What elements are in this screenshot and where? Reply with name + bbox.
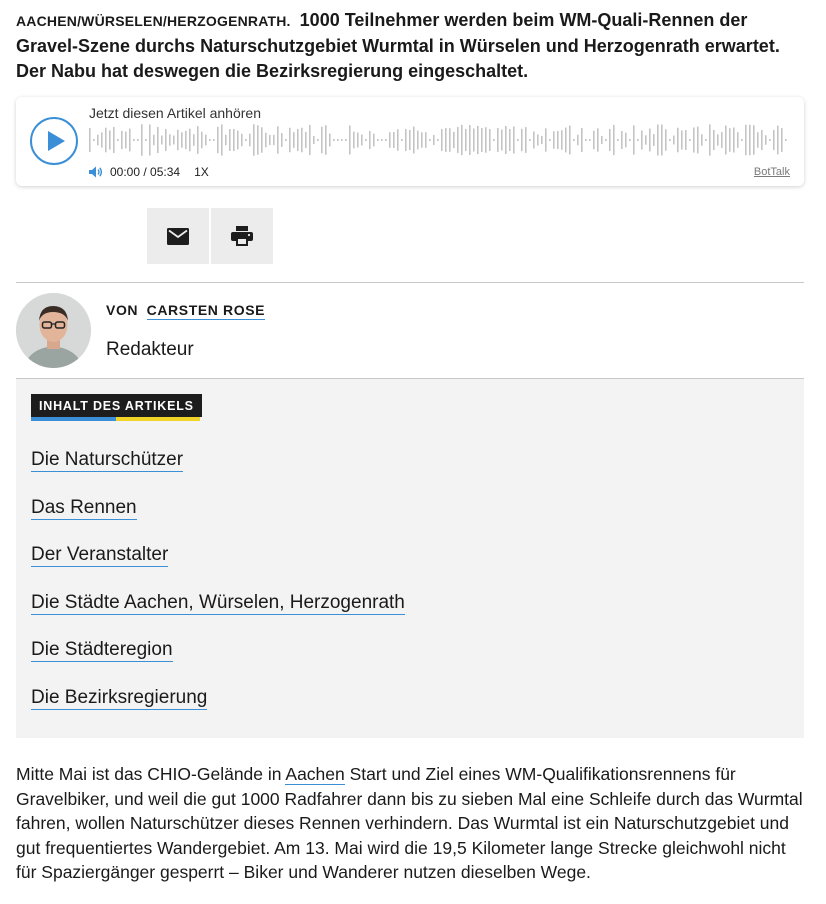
waveform-bar bbox=[453, 132, 455, 148]
waveform-bar bbox=[609, 129, 611, 151]
waveform-bar bbox=[101, 132, 103, 147]
waveform-bar bbox=[725, 126, 727, 155]
waveform-bar bbox=[105, 128, 107, 153]
author-name-link[interactable]: CARSTEN ROSE bbox=[146, 302, 266, 318]
waveform-bar bbox=[705, 139, 707, 141]
waveform-bar bbox=[281, 133, 283, 147]
waveform-bar bbox=[757, 132, 759, 148]
waveform-bar bbox=[337, 139, 339, 141]
waveform-bar bbox=[445, 128, 447, 152]
waveform-bar bbox=[397, 129, 399, 150]
waveform-bar bbox=[201, 132, 203, 148]
waveform-bar bbox=[585, 139, 587, 141]
list-item bbox=[31, 639, 405, 687]
waveform-bar bbox=[449, 128, 451, 152]
waveform-bar bbox=[269, 135, 271, 145]
waveform-bar bbox=[429, 139, 431, 141]
audio-player bbox=[16, 97, 804, 186]
waveform-bar bbox=[89, 128, 91, 152]
waveform-bar bbox=[613, 125, 615, 155]
waveform-bar bbox=[213, 139, 215, 141]
waveform-bar bbox=[617, 139, 619, 141]
waveform-bar bbox=[653, 134, 655, 146]
toc-link-naturschuetzer[interactable]: Die Naturschützer bbox=[31, 449, 184, 470]
waveform-bar bbox=[437, 139, 439, 141]
waveform-bar bbox=[641, 130, 643, 149]
waveform-bar bbox=[189, 129, 191, 151]
waveform-bar bbox=[761, 130, 763, 150]
waveform-bar bbox=[385, 139, 387, 141]
waveform-bar bbox=[309, 125, 311, 155]
list-item bbox=[31, 497, 405, 545]
waveform-bar bbox=[377, 139, 379, 141]
waveform-bar bbox=[285, 139, 287, 141]
waveform-bar bbox=[329, 134, 331, 147]
waveform-bar bbox=[737, 132, 739, 148]
play-icon bbox=[46, 130, 66, 152]
waveform-bar bbox=[637, 139, 639, 141]
waveform-bar bbox=[169, 134, 171, 145]
waveform-bar bbox=[373, 134, 375, 147]
waveform-bar bbox=[629, 139, 631, 141]
waveform-bar bbox=[405, 129, 407, 151]
waveform-bar bbox=[141, 124, 143, 155]
waveform-bar bbox=[245, 139, 247, 141]
waveform-bar bbox=[353, 132, 355, 149]
waveform-bar bbox=[317, 139, 319, 141]
playback-speed-button[interactable]: 1X bbox=[194, 165, 209, 179]
waveform-bar bbox=[465, 129, 467, 151]
waveform-bar bbox=[709, 124, 711, 155]
waveform-bar bbox=[349, 126, 351, 155]
waveform-bar bbox=[593, 131, 595, 150]
waveform-bar bbox=[509, 129, 511, 151]
waveform-bar bbox=[597, 128, 599, 151]
waveform-bar bbox=[745, 125, 747, 156]
waveform-bar bbox=[601, 136, 603, 144]
waveform-bar bbox=[433, 135, 435, 145]
waveform-bar bbox=[301, 128, 303, 153]
waveform-bar bbox=[305, 132, 307, 148]
waveform-bar bbox=[293, 132, 295, 148]
toc-link-rennen[interactable]: Das Rennen bbox=[31, 496, 137, 518]
waveform-bar bbox=[177, 130, 179, 150]
waveform-bar bbox=[265, 133, 267, 147]
share-email-button[interactable] bbox=[147, 208, 209, 264]
waveform-bar bbox=[233, 129, 235, 151]
waveform-bar bbox=[693, 127, 695, 152]
waveform-bar bbox=[633, 125, 635, 154]
waveform-bar bbox=[689, 139, 691, 141]
waveform-bar bbox=[237, 131, 239, 150]
toc-link-staedteregion[interactable]: Die Städteregion bbox=[31, 639, 173, 660]
waveform-bar bbox=[345, 139, 347, 141]
waveform-bar bbox=[153, 135, 155, 146]
waveform-bar bbox=[701, 134, 703, 146]
waveform-bar bbox=[149, 124, 151, 155]
waveform-bar bbox=[661, 124, 663, 155]
mail-icon bbox=[167, 228, 189, 245]
waveform-bar bbox=[721, 132, 723, 148]
waveform-bar bbox=[441, 129, 443, 151]
list-item bbox=[31, 449, 405, 497]
waveform-bar bbox=[193, 134, 195, 146]
waveform-bar bbox=[117, 139, 119, 141]
waveform-bar bbox=[145, 139, 147, 141]
waveform-bar bbox=[481, 128, 483, 152]
print-icon bbox=[231, 226, 253, 246]
waveform-bar bbox=[217, 127, 219, 153]
waveform-bar bbox=[697, 127, 699, 154]
waveform-bar bbox=[581, 128, 583, 152]
waveform-bar bbox=[393, 132, 395, 148]
player-title: Jetzt diesen Artikel anhören bbox=[89, 105, 261, 121]
waveform-bar bbox=[713, 130, 715, 150]
waveform-bar bbox=[665, 129, 667, 150]
waveform-bar bbox=[413, 127, 415, 154]
waveform-bar bbox=[645, 135, 647, 144]
waveform-bar bbox=[545, 128, 547, 151]
waveform-bar bbox=[505, 126, 507, 154]
waveform-bar bbox=[261, 127, 263, 153]
waveform-bar bbox=[537, 134, 539, 145]
waveform-bar bbox=[333, 139, 335, 141]
toc-link-veranstalter[interactable]: Der Veranstalter bbox=[31, 544, 169, 565]
toc-list bbox=[31, 449, 405, 734]
waveform-bar bbox=[489, 129, 491, 151]
waveform-bar bbox=[493, 139, 495, 141]
waveform-bar bbox=[277, 126, 279, 153]
waveform-bar bbox=[625, 133, 627, 148]
toc-link-staedte[interactable]: Die Städte Aachen, Würselen, Herzogenrath bbox=[31, 591, 405, 613]
waveform-bar bbox=[289, 128, 291, 153]
waveform-bar bbox=[781, 128, 783, 152]
waveform-bar bbox=[361, 135, 363, 146]
list-item bbox=[31, 592, 405, 640]
waveform-bar bbox=[109, 130, 111, 149]
waveform-bar bbox=[501, 129, 503, 150]
waveform-bar bbox=[273, 135, 275, 145]
waveform-bar bbox=[529, 139, 531, 141]
waveform-bar bbox=[777, 126, 779, 155]
waveform-bar bbox=[241, 134, 243, 146]
author-role: Redakteur bbox=[106, 339, 194, 360]
article-body-paragraph bbox=[16, 762, 806, 885]
aachen-link[interactable]: Aachen bbox=[285, 764, 345, 784]
toc-heading-accent-bar bbox=[31, 417, 200, 421]
waveform-bar bbox=[421, 132, 423, 147]
waveform-bar bbox=[133, 139, 135, 141]
waveform-bar bbox=[685, 130, 687, 150]
waveform-bar bbox=[521, 129, 523, 151]
waveform-bar bbox=[205, 135, 207, 146]
author-avatar[interactable] bbox=[16, 293, 91, 368]
waveform-bar bbox=[569, 126, 571, 155]
waveform-bar bbox=[497, 128, 499, 152]
dateline: AACHEN/WÜRSELEN/HERZOGENRATH. bbox=[16, 13, 291, 29]
lead-text: 1000 Teilnehmer werden beim WM-Quali-Rennen der Gravel-Szene durchs Naturschutzgebiet Wurmtal in Würselen und Herzogenrath erwartet. Der Nabu hat deswegen die Bezirksregierung eingeschaltet. bbox=[16, 10, 780, 81]
waveform-bar bbox=[185, 131, 187, 149]
waveform-bar bbox=[121, 131, 123, 149]
toc-heading: INHALT DES ARTIKELS bbox=[31, 394, 202, 417]
list-item bbox=[31, 544, 405, 592]
waveform-bar bbox=[341, 139, 343, 141]
waveform-bar bbox=[477, 126, 479, 154]
waveform-bar bbox=[365, 139, 367, 141]
toc-link-bezirksregierung[interactable]: Die Bezirksregierung bbox=[31, 686, 208, 708]
waveform-bar bbox=[417, 131, 419, 150]
accent-bar-yellow bbox=[116, 417, 201, 421]
waveform-bar bbox=[381, 139, 383, 141]
waveform-bar bbox=[425, 132, 427, 147]
waveform-bar bbox=[681, 131, 683, 150]
waveform-bar bbox=[525, 127, 527, 153]
waveform-bar bbox=[93, 139, 95, 141]
waveform-bar bbox=[729, 128, 731, 151]
body-text-part: Mitte Mai ist das CHIO-Gelände in bbox=[16, 764, 286, 784]
waveform-bar bbox=[549, 139, 551, 141]
waveform-bar bbox=[669, 139, 671, 141]
waveform-bar bbox=[517, 139, 519, 141]
waveform-bar bbox=[513, 127, 515, 154]
waveform-bar bbox=[97, 135, 99, 146]
waveform-bar bbox=[165, 129, 167, 151]
waveform-bar bbox=[181, 132, 183, 147]
waveform-bar bbox=[401, 139, 403, 141]
waveform-bar bbox=[137, 139, 139, 141]
waveform-bar bbox=[369, 131, 371, 149]
waveform-bar bbox=[785, 139, 787, 141]
waveform-bar bbox=[325, 125, 327, 155]
play-button[interactable] bbox=[30, 117, 78, 165]
waveform-bar bbox=[541, 136, 543, 144]
waveform-bar bbox=[605, 139, 607, 141]
waveform-bar bbox=[657, 124, 659, 155]
waveform-bar bbox=[589, 139, 591, 141]
playback-time: 00:00 / 05:34 bbox=[110, 165, 181, 179]
waveform-bar bbox=[573, 139, 575, 141]
waveform-bar bbox=[253, 124, 255, 155]
waveform-bar bbox=[565, 128, 567, 153]
list-item bbox=[31, 687, 405, 735]
waveform-bar bbox=[321, 127, 323, 154]
waveform-bar bbox=[461, 125, 463, 155]
waveform-bar bbox=[561, 130, 563, 150]
waveform-bar bbox=[673, 136, 675, 145]
waveform-bar bbox=[249, 134, 251, 147]
waveform-bar bbox=[225, 135, 227, 146]
waveform-bar bbox=[157, 127, 159, 153]
waveform-bar bbox=[257, 125, 259, 154]
waveform-bar bbox=[733, 128, 735, 153]
audio-waveform[interactable] bbox=[89, 123, 789, 157]
waveform-bar bbox=[717, 134, 719, 145]
article-lead bbox=[16, 8, 806, 84]
waveform-bar bbox=[113, 127, 115, 153]
waveform-bar bbox=[557, 131, 559, 149]
waveform-bar bbox=[577, 135, 579, 146]
table-of-contents bbox=[16, 379, 804, 738]
waveform-bar bbox=[621, 131, 623, 149]
waveform-bar bbox=[457, 127, 459, 153]
waveform-bar bbox=[313, 136, 315, 144]
waveform-bar bbox=[209, 139, 211, 141]
waveform-bar bbox=[357, 133, 359, 148]
waveform-bar bbox=[649, 129, 651, 152]
body-text-part: Start und Ziel eines WM-Qualifikationsrennens für Gravelbiker, und weil die gut 1000 Radfahrer dann bis zu sieben Mal eine Schleife durch das Wurmtal fahren, wollen Naturschützer dieses Rennen verhindern. Das Wurmtal ist ein Naturschutzgebiet und gut frequentiertes Wandergebiet. Am 13. Mai wird die 19,5 Kilometer lange Strecke gleichwohl nicht für Spaziergänger gesperrt – Biker und Wanderer nutzen dieselben Wege. bbox=[16, 764, 803, 883]
waveform-bar bbox=[173, 136, 175, 145]
waveform-bar bbox=[473, 129, 475, 152]
waveform-bar bbox=[161, 135, 163, 144]
player-controls bbox=[89, 165, 209, 179]
waveform-bar bbox=[773, 130, 775, 150]
waveform-bar bbox=[769, 139, 771, 141]
author-portrait-icon bbox=[16, 293, 91, 368]
divider bbox=[16, 282, 804, 283]
waveform-bar bbox=[409, 130, 411, 150]
waveform-bar bbox=[677, 128, 679, 153]
waveform-bar bbox=[553, 131, 555, 148]
waveform-bar bbox=[469, 125, 471, 155]
waveform-bar bbox=[197, 126, 199, 154]
accent-bar-blue bbox=[31, 417, 116, 421]
waveform-bar bbox=[765, 135, 767, 144]
waveform-bar bbox=[229, 129, 231, 151]
print-button[interactable] bbox=[211, 208, 273, 264]
volume-icon[interactable] bbox=[89, 166, 103, 178]
waveform-bar bbox=[129, 129, 131, 152]
waveform-bar bbox=[297, 129, 299, 151]
provider-link[interactable]: BotTalk bbox=[753, 166, 790, 178]
waveform-bar bbox=[753, 125, 755, 155]
waveform-bar bbox=[389, 132, 391, 148]
waveform-bar bbox=[741, 139, 743, 141]
byline-prefix: VON bbox=[106, 302, 139, 318]
waveform-bar bbox=[749, 125, 751, 156]
waveform-bar bbox=[221, 124, 223, 155]
waveform-bar bbox=[485, 127, 487, 152]
waveform-bar bbox=[125, 132, 127, 149]
waveform-bar bbox=[533, 131, 535, 148]
author-byline bbox=[106, 302, 265, 318]
